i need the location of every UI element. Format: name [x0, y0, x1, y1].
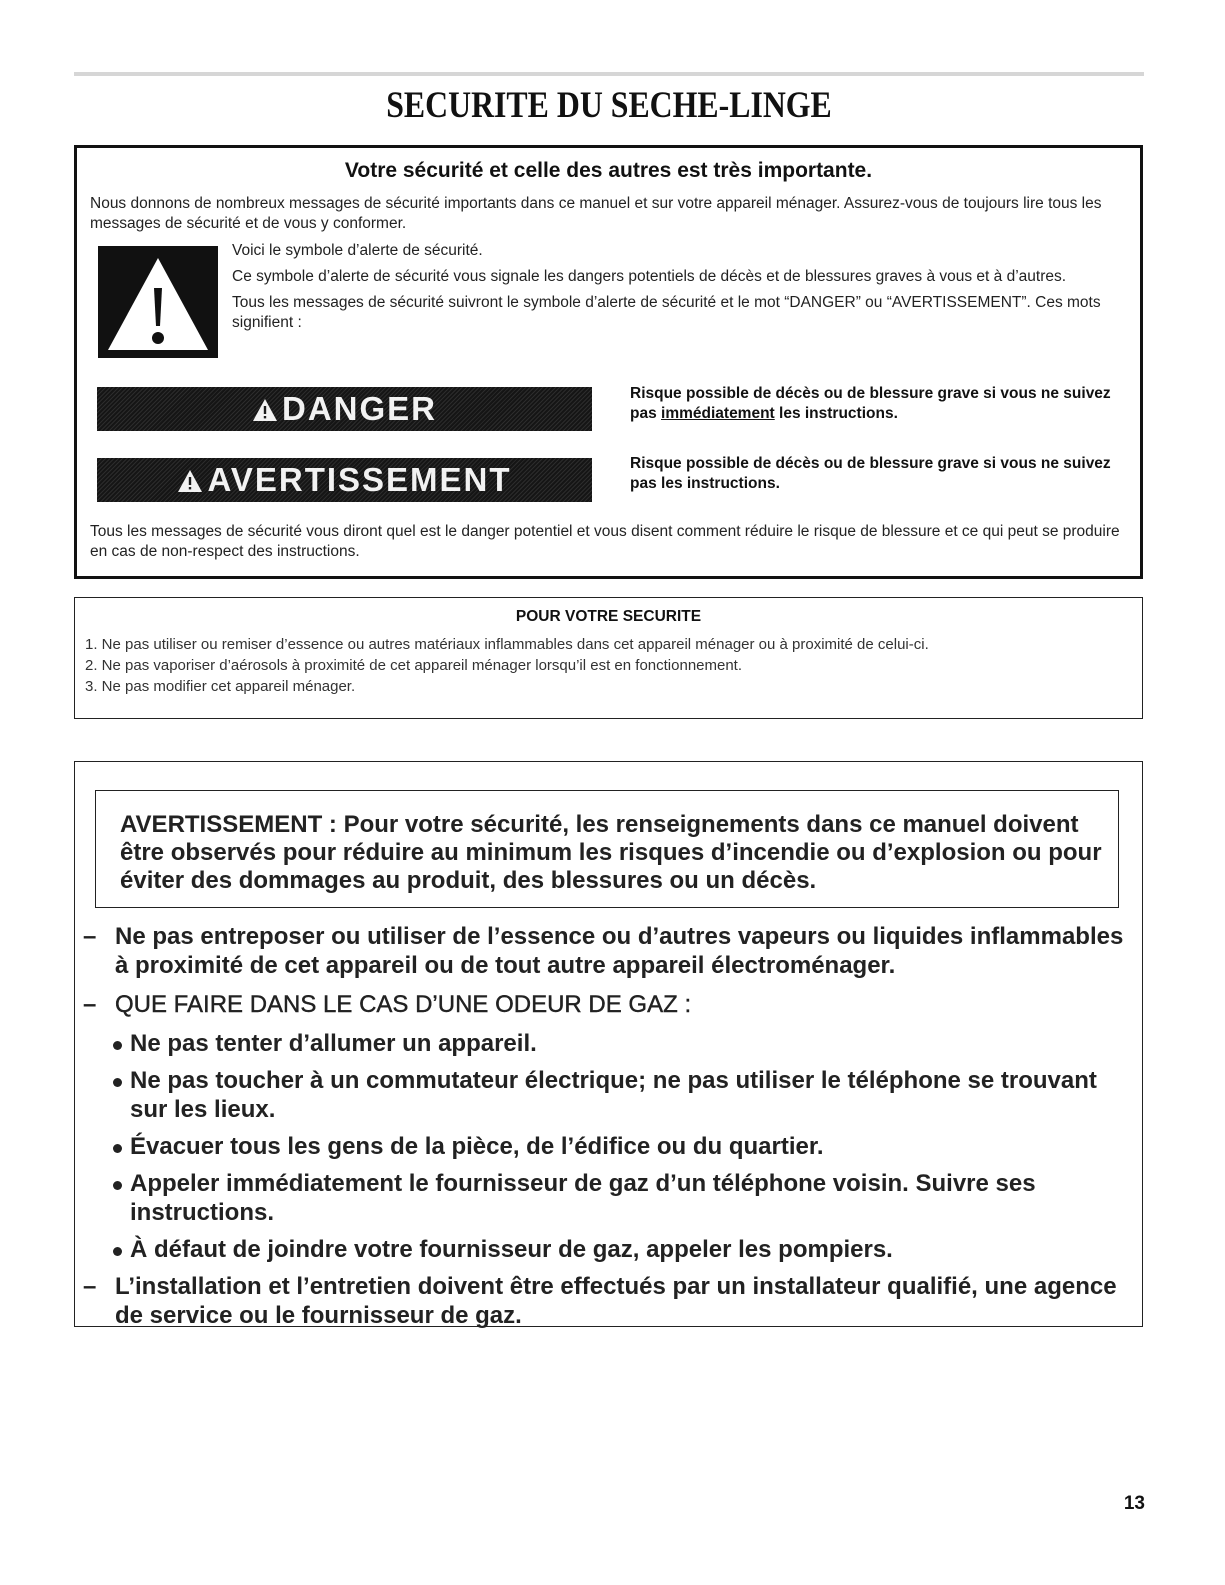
warning-banner	[97, 458, 592, 502]
dash-marker: –	[83, 991, 97, 1018]
danger-banner	[97, 387, 592, 431]
your-safety-box	[74, 597, 1143, 719]
list-item	[83, 1235, 1133, 1264]
alert-line: Voici le symbole d’alerte de sécurité.	[232, 242, 483, 259]
dash-marker: –	[83, 1273, 97, 1300]
safety-box	[74, 145, 1143, 579]
page-title: SECURITE DU SECHE-LINGE	[386, 85, 832, 126]
page-number: 13	[1123, 1493, 1145, 1514]
storage-text: Ne pas entreposer ou utiliser de l’essence ou d’autres vapeurs ou liquides inflammables à proximité de cet appareil ou de tout autre appareil électroménager.	[115, 923, 1124, 979]
warning-label: AVERTISSEMENT	[207, 461, 512, 498]
dash-marker: –	[83, 923, 97, 950]
list-item: 1. Ne pas utiliser ou remiser d’essence ou autres matériaux inflammables dans cet appareil ménager ou à proximité de celui-ci.	[85, 636, 929, 653]
your-safety-title: POUR VOTRE SECURITE	[515, 608, 702, 625]
gas-warning-box	[74, 761, 1143, 1327]
storage-instruction	[83, 922, 1133, 980]
safety-alert-triangle-icon	[98, 246, 218, 358]
gas-odor-heading: QUE FAIRE DANS LE CAS D’UNE ODEUR DE GAZ :	[115, 991, 692, 1018]
list-item	[83, 1169, 1133, 1227]
list-item	[83, 1066, 1133, 1124]
your-safety-list	[85, 634, 1135, 697]
warning-triangle-icon	[252, 398, 278, 422]
step-text: Ne pas toucher à un commutateur électrique; ne pas utiliser le téléphone se trouvant sur les lieux.	[130, 1067, 1097, 1123]
bullet-icon	[113, 1181, 122, 1190]
step-text: Ne pas tenter d’allumer un appareil.	[130, 1030, 537, 1057]
step-text: À défaut de joindre votre fournisseur de gaz, appeler les pompiers.	[130, 1236, 893, 1263]
list-item	[83, 1132, 1133, 1161]
bullet-icon	[113, 1041, 122, 1050]
gas-odor-section	[83, 990, 1133, 1019]
list-item: 3. Ne pas modifier cet appareil ménager.	[85, 678, 356, 695]
gas-odor-steps	[83, 1029, 1133, 1264]
gas-instructions	[83, 922, 1133, 1340]
list-item	[83, 1029, 1133, 1058]
danger-desc-text-end: les instructions.	[774, 405, 898, 422]
danger-desc-emphasis: immédiatement	[661, 405, 775, 422]
bullet-icon	[113, 1144, 122, 1153]
top-rule	[74, 72, 1144, 76]
danger-description	[630, 384, 1135, 424]
alert-text	[232, 241, 1112, 339]
list-item: 2. Ne pas vaporiser d’aérosols à proximité de cet appareil ménager lorsqu’il est en fonctionnement.	[85, 657, 743, 674]
warning-description: Risque possible de décès ou de blessure grave si vous ne suivez pas les instructions.	[630, 455, 1111, 492]
installation-instruction	[83, 1272, 1133, 1330]
step-text: Appeler immédiatement le fournisseur de gaz d’un téléphone voisin. Suivre ses instructions.	[130, 1170, 1036, 1226]
warning-inner-box	[95, 790, 1119, 908]
alert-line: Ce symbole d’alerte de sécurité vous signale les dangers potentiels de décès et de blessures graves à vous et à d’autres.	[232, 268, 1067, 285]
bullet-icon	[113, 1247, 122, 1256]
danger-desc-text: Risque possible de décès ou de blessure grave si vous ne suivez pas	[630, 385, 1111, 422]
bullet-icon	[113, 1078, 122, 1087]
warning-statement: AVERTISSEMENT : Pour votre sécurité, les renseignements dans ce manuel doivent être observés pour réduire au minimum les risques d’incendie ou d’explosion ou pour éviter des dommages au produit, des blessures ou un décès.	[120, 811, 1102, 894]
installation-text: L’installation et l’entretien doivent être effectués par un installateur qualifié, une agence de service ou le fournisseur de gaz.	[115, 1273, 1117, 1329]
alert-line: Tous les messages de sécurité suivront le symbole d’alerte de sécurité et le mot “DANGER” ou “AVERTISSEMENT”. Ces mots signifient :	[232, 294, 1101, 331]
safety-outro: Tous les messages de sécurité vous diront quel est le danger potentiel et vous disent comment réduire le risque de blessure et ce qui peut se produire en cas de non-respect des instructions.	[90, 523, 1120, 560]
step-text: Évacuer tous les gens de la pièce, de l’édifice ou du quartier.	[130, 1133, 824, 1160]
warning-triangle-icon	[177, 469, 203, 493]
danger-label: DANGER	[281, 390, 437, 427]
safety-heading: Votre sécurité et celle des autres est très importante.	[344, 159, 873, 182]
safety-intro: Nous donnons de nombreux messages de sécurité importants dans ce manuel et sur votre appareil ménager. Assurez-vous de toujours lire tous les messages de sécurité et de vous y conformer.	[90, 195, 1102, 232]
